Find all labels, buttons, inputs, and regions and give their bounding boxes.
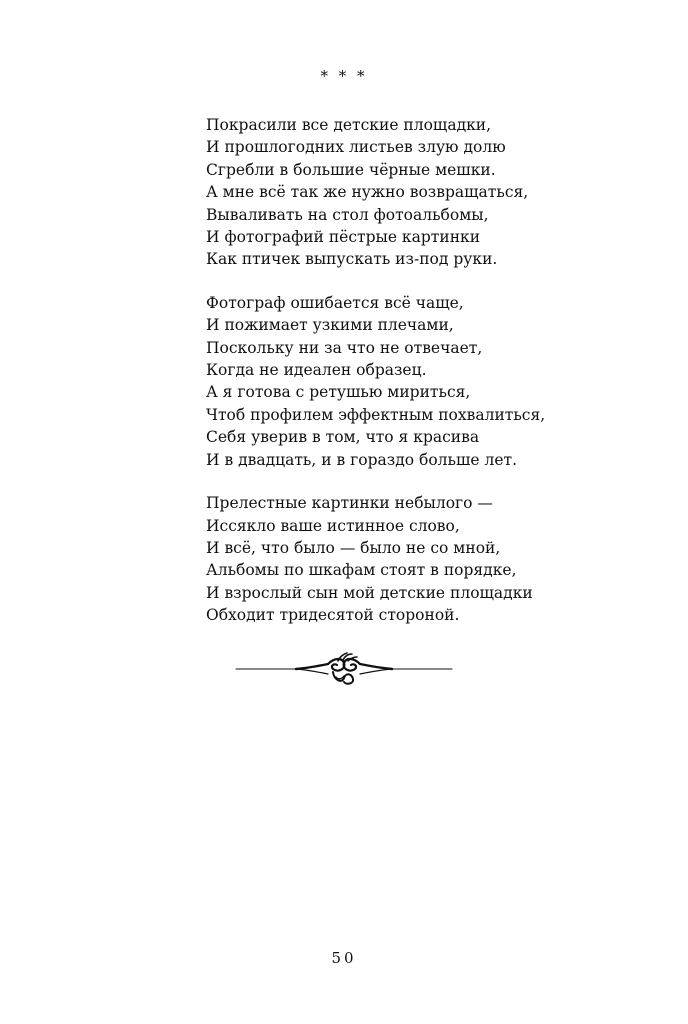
poem-line: Вываливать на стол фотоальбомы, <box>206 205 489 224</box>
poem-line: А я готова с ретушью мириться, <box>206 383 471 402</box>
poem-line: И всё, что было — было не со мной, <box>206 538 501 557</box>
poem-line: Как птичек выпускать из-под руки. <box>206 250 498 269</box>
section-mark: * * * <box>320 67 368 85</box>
poem-line: Фотограф ошибается всё чаще, <box>206 293 464 312</box>
poem <box>206 114 666 648</box>
poem-line: И пожимает узкими плечами, <box>206 316 454 335</box>
poem-line: И фотографий пёстрые картинки <box>206 228 481 247</box>
stanza-1 <box>206 114 666 271</box>
page-number: 50 <box>331 949 357 967</box>
poem-line: Обходит тридесятой стороной. <box>206 606 460 625</box>
poem-line: Иссякло ваше истинное слово, <box>206 516 460 535</box>
poem-line: Чтоб профилем эффектным похвалиться, <box>206 405 546 424</box>
poem-line: Альбомы по шкафам стоят в порядке, <box>206 561 517 580</box>
poem-line: Покрасили все детские площадки, <box>206 116 492 134</box>
poem-line: Себя уверив в том, что я красива <box>206 428 480 447</box>
flourish-divider-icon <box>234 652 454 686</box>
poem-line: И в двадцать, и в гораздо больше лет. <box>206 450 517 469</box>
poem-line: А мне всё так же нужно возвращаться, <box>206 183 529 202</box>
poem-line: Прелестные картинки небылого — <box>206 494 493 513</box>
stanza-3 <box>206 492 666 626</box>
poem-line: И взрослый сын мой детские площадки <box>206 583 533 602</box>
poem-line: И прошлогодних листьев злую долю <box>206 138 506 157</box>
poem-line: Когда не идеален образец. <box>206 361 427 380</box>
stanza-2 <box>206 292 666 471</box>
poem-line: Поскольку ни за что не отвечает, <box>206 338 483 357</box>
poem-line: Сгребли в большие чёрные мешки. <box>206 160 496 179</box>
